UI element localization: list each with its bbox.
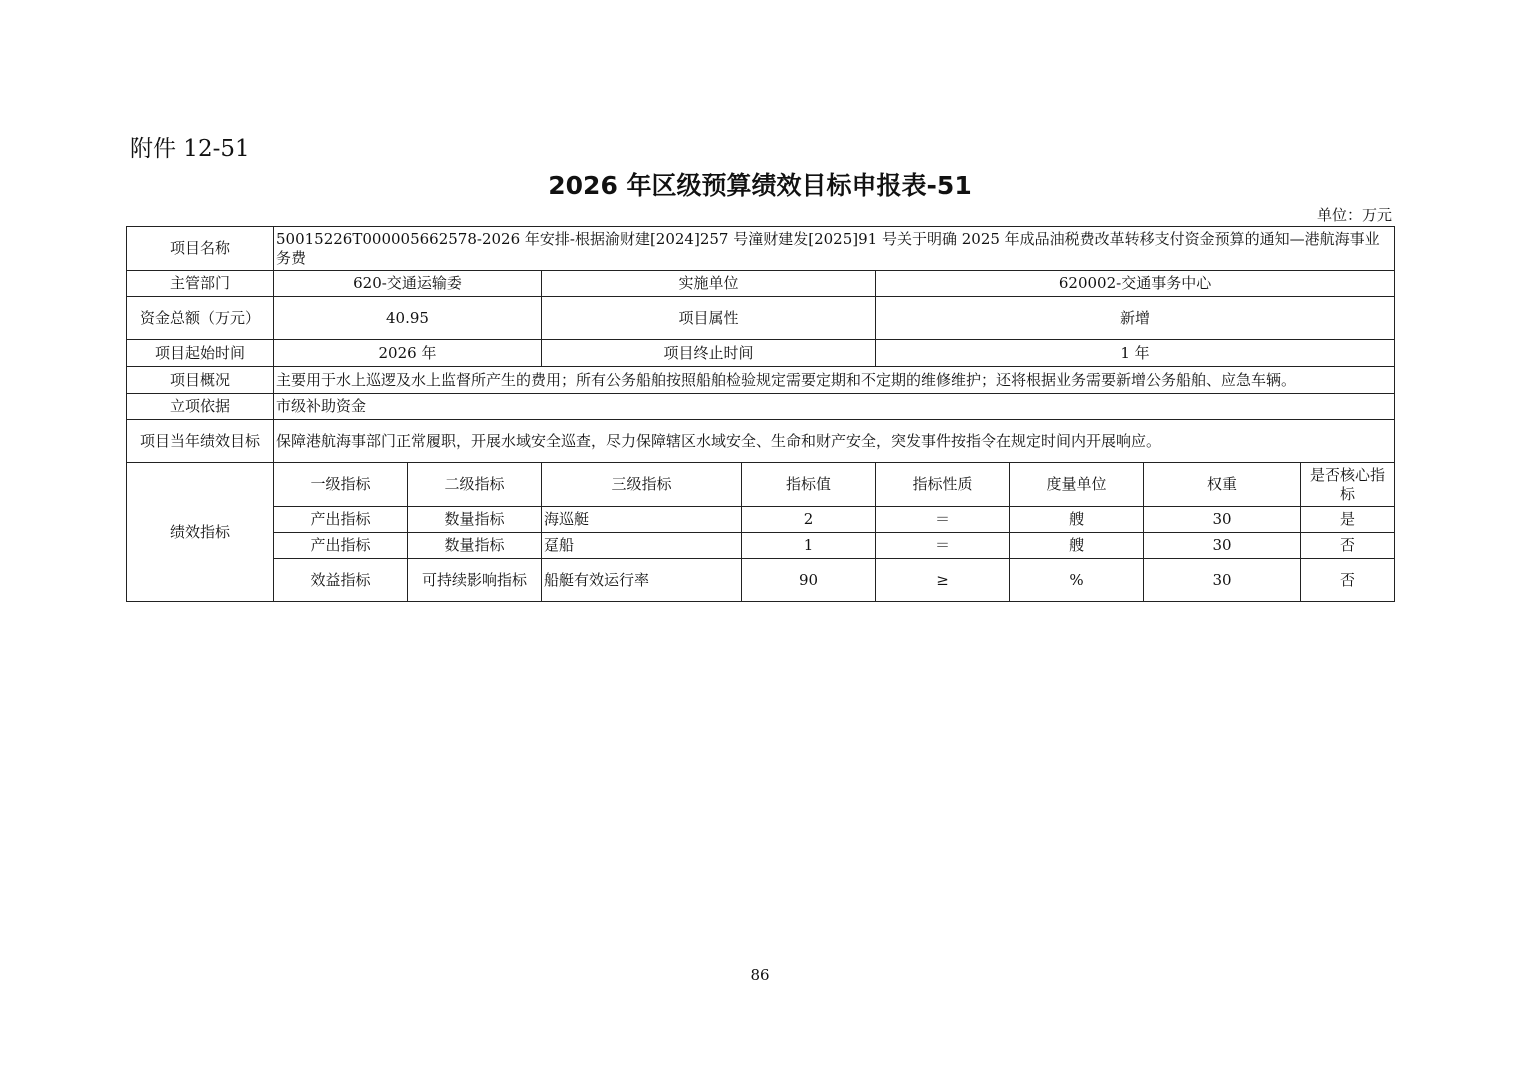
indicator-value: 90	[742, 559, 876, 602]
header-core: 是否核心指标	[1301, 463, 1395, 507]
indicators-section-label: 绩效指标	[127, 463, 274, 602]
page-title: 2026 年区级预算绩效目标申报表-51	[548, 171, 972, 200]
indicator-level3: 海巡艇	[542, 507, 742, 533]
budget-performance-table	[126, 226, 1395, 602]
impl-value: 620002-交通事务中心	[876, 271, 1395, 297]
table-row	[127, 340, 1395, 367]
indicator-level3: 趸船	[542, 533, 742, 559]
end-label: 项目终止时间	[542, 340, 876, 367]
indicator-level2: 数量指标	[408, 533, 542, 559]
indicator-row	[127, 507, 1395, 533]
table-row	[127, 367, 1395, 394]
indicator-level1: 效益指标	[274, 559, 408, 602]
page-number: 86	[750, 966, 770, 984]
fund-value: 40.95	[274, 297, 542, 340]
indicator-level1: 产出指标	[274, 533, 408, 559]
indicator-core: 否	[1301, 533, 1395, 559]
impl-label: 实施单位	[542, 271, 876, 297]
project-name-value: 50015226T000005662578-2026 年安排-根据渝财建[2024]257 号潼财建发[2025]91 号关于明确 2025 年成品油税费改革转移支付资金预算的通知—港航海事业务费	[274, 227, 1395, 271]
indicator-level1: 产出指标	[274, 507, 408, 533]
overview-value: 主要用于水上巡逻及水上监督所产生的费用；所有公务船舶按照船舶检验规定需要定期和不定期的维修维护；还将根据业务需要新增公务船舶、应急车辆。	[274, 367, 1395, 394]
indicator-value: 2	[742, 507, 876, 533]
indicator-unit: 艘	[1010, 507, 1144, 533]
dept-label: 主管部门	[127, 271, 274, 297]
table-row	[127, 297, 1395, 340]
table-row	[127, 420, 1395, 463]
indicator-unit: 艘	[1010, 533, 1144, 559]
end-value: 1 年	[876, 340, 1395, 367]
indicator-row	[127, 533, 1395, 559]
header-level1: 一级指标	[274, 463, 408, 507]
basis-label: 立项依据	[127, 394, 274, 420]
table-row	[127, 227, 1395, 271]
dept-value: 620-交通运输委	[274, 271, 542, 297]
indicator-nature: ＝	[876, 507, 1010, 533]
fund-label: 资金总额（万元）	[127, 297, 274, 340]
header-unit: 度量单位	[1010, 463, 1144, 507]
indicator-level3: 船艇有效运行率	[542, 559, 742, 602]
indicator-level2: 可持续影响指标	[408, 559, 542, 602]
project-name-label: 项目名称	[127, 227, 274, 271]
header-nature: 指标性质	[876, 463, 1010, 507]
attr-value: 新增	[876, 297, 1395, 340]
header-level2: 二级指标	[408, 463, 542, 507]
start-label: 项目起始时间	[127, 340, 274, 367]
indicator-value: 1	[742, 533, 876, 559]
goal-value: 保障港航海事部门正常履职，开展水域安全巡查，尽力保障辖区水域安全、生命和财产安全，突发事件按指令在规定时间内开展响应。	[274, 420, 1395, 463]
table-row	[127, 394, 1395, 420]
goal-label: 项目当年绩效目标	[127, 420, 274, 463]
attachment-label: 附件 12-51	[130, 136, 250, 162]
indicator-row	[127, 559, 1395, 602]
indicator-core: 否	[1301, 559, 1395, 602]
table-row	[127, 271, 1395, 297]
indicator-level2: 数量指标	[408, 507, 542, 533]
unit-label: 单位：万元	[1316, 206, 1392, 224]
indicator-nature: ＝	[876, 533, 1010, 559]
header-level3: 三级指标	[542, 463, 742, 507]
indicator-core: 是	[1301, 507, 1395, 533]
attr-label: 项目属性	[542, 297, 876, 340]
indicator-weight: 30	[1144, 533, 1301, 559]
indicator-header-row	[127, 463, 1395, 507]
basis-value: 市级补助资金	[274, 394, 1395, 420]
header-value: 指标值	[742, 463, 876, 507]
indicator-unit: %	[1010, 559, 1144, 602]
header-weight: 权重	[1144, 463, 1301, 507]
indicator-weight: 30	[1144, 507, 1301, 533]
start-value: 2026 年	[274, 340, 542, 367]
indicator-weight: 30	[1144, 559, 1301, 602]
overview-label: 项目概况	[127, 367, 274, 394]
indicator-nature: ≥	[876, 559, 1010, 602]
